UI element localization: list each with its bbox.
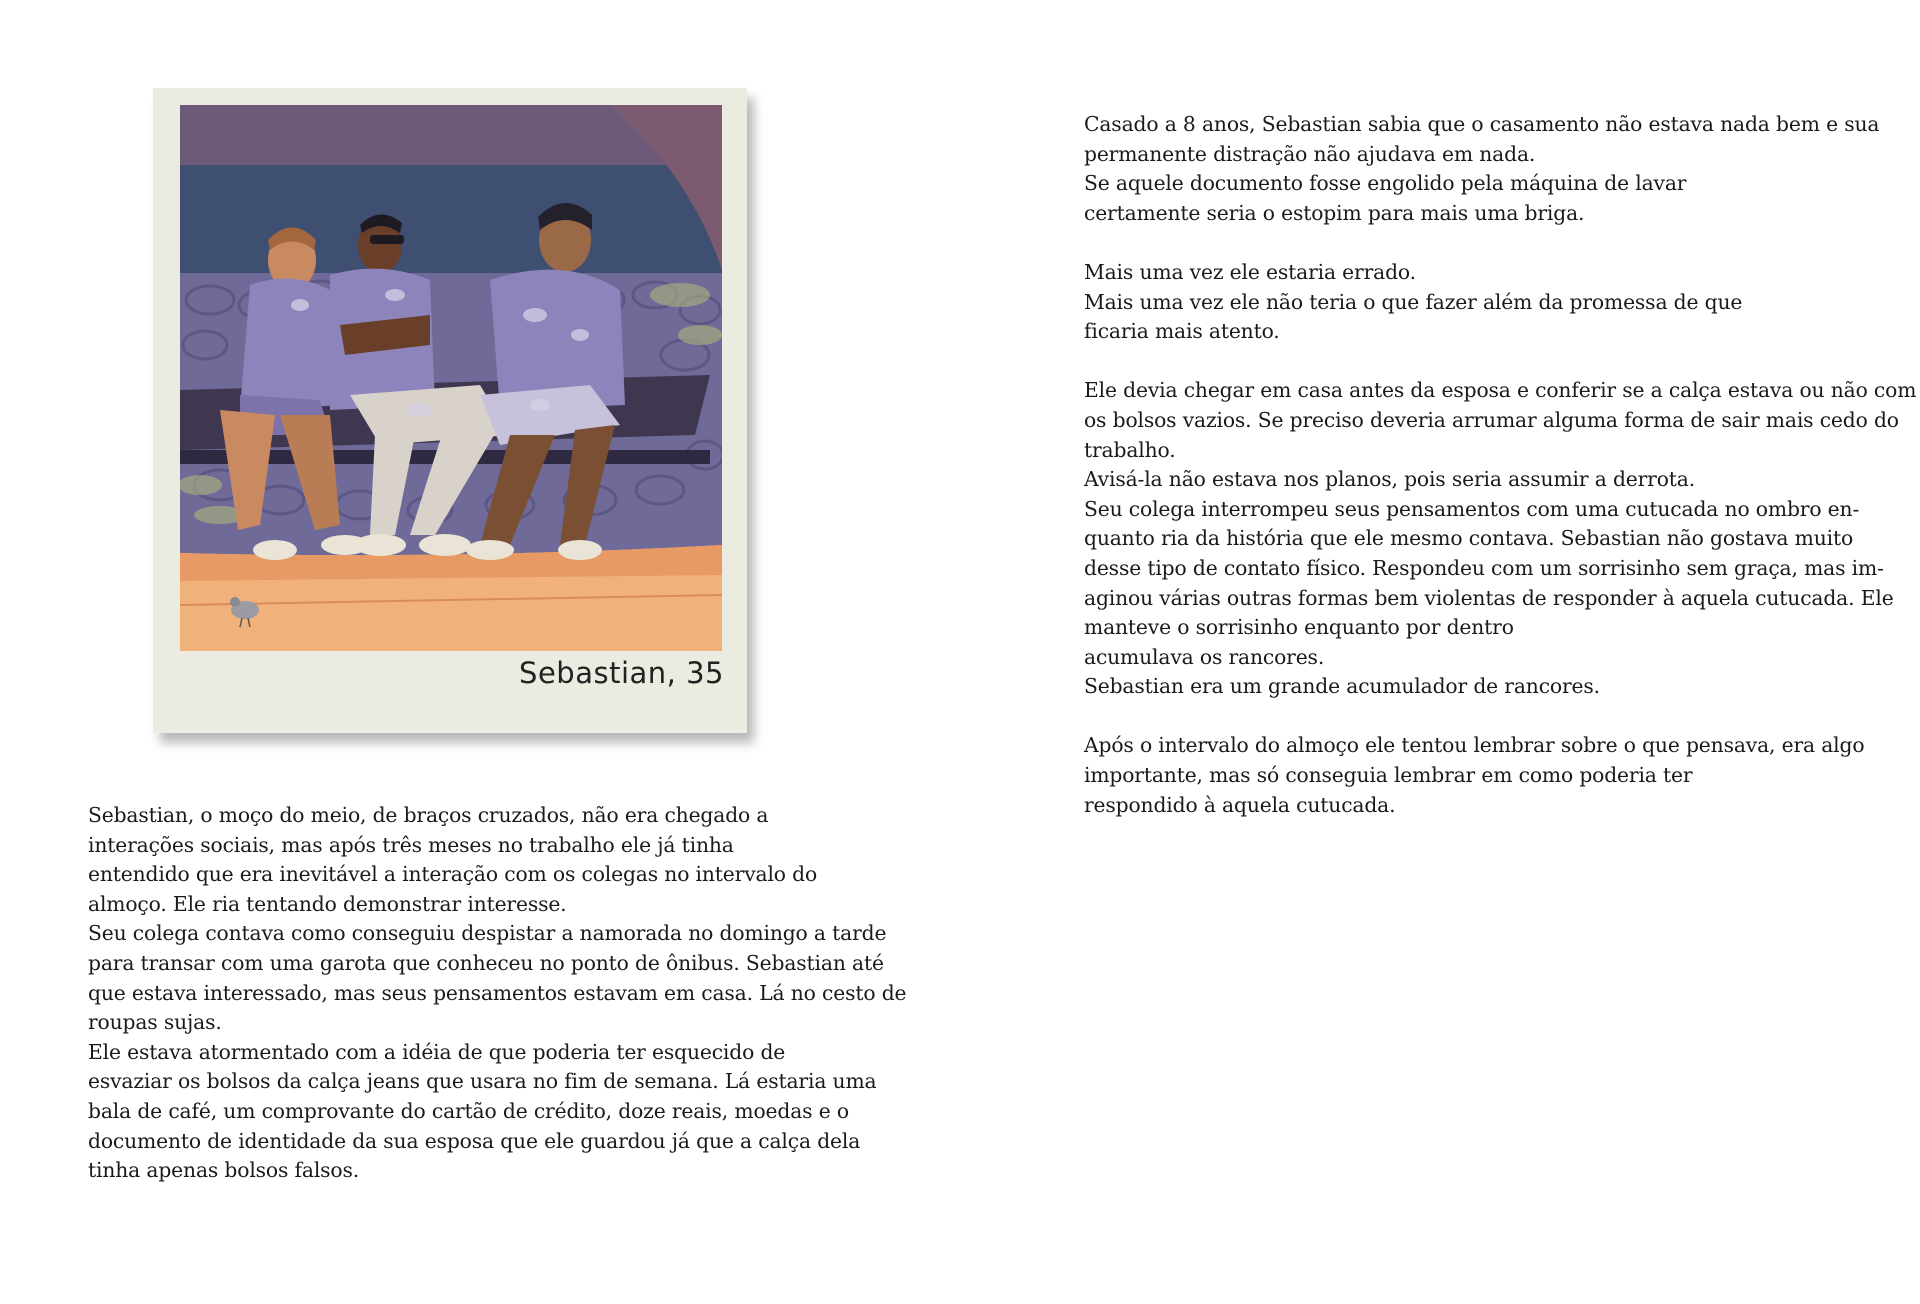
paragraph (1084, 258, 1916, 347)
text-line: entendido que era inevitável a interação com os colegas no intervalo do (88, 862, 818, 887)
text-line: Avisá-la não estava nos planos, pois seria assumir a derrota. (1084, 467, 1696, 492)
text-line: importante, mas só conseguia lembrar em como poderia ter (1084, 763, 1693, 788)
text-line: os bolsos vazios. Se preciso deveria arrumar alguma forma de sair mais cedo do (1084, 407, 1899, 432)
text-line: Mais uma vez ele não teria o que fazer além da promessa de que (1084, 289, 1743, 314)
paragraph (1084, 376, 1916, 702)
photo-caption: Sebastian, 35 (519, 656, 724, 690)
illustration (180, 105, 722, 651)
paragraph-gap (1084, 347, 1916, 377)
text-line: manteve o sorrisinho enquanto por dentro (1084, 615, 1514, 640)
text-line: tinha apenas bolsos falsos. (88, 1158, 360, 1183)
paragraph (1084, 731, 1916, 820)
text-line: acumulava os rancores. (1084, 644, 1325, 669)
text-line: certamente seria o estopim para mais uma briga. (1084, 200, 1585, 225)
text-line: quanto ria da história que ele mesmo contava. Sebastian não gostava muito (1084, 526, 1854, 551)
text-line: roupas sujas. (88, 1010, 222, 1035)
text-line: permanente distração não ajudava em nada. (1084, 141, 1536, 166)
text-line: Se aquele documento fosse engolido pela máquina de lavar (1084, 171, 1687, 196)
three-coworkers-on-bench-illustration (180, 105, 722, 651)
right-column-text (1084, 110, 1916, 820)
polaroid-photo (153, 88, 747, 733)
text-line: Após o intervalo do almoço ele tentou lembrar sobre o que pensava, era algo (1084, 733, 1865, 758)
left-column-text (88, 801, 906, 1186)
text-line: documento de identidade da sua esposa que ele guardou já que a calça dela (88, 1128, 861, 1153)
text-line: bala de café, um comprovante do cartão de crédito, doze reais, moedas e o (88, 1098, 849, 1123)
text-line: Ele estava atormentado com a idéia de que poderia ter esquecido de (88, 1039, 786, 1064)
text-line: almoço. Ele ria tentando demonstrar interesse. (88, 891, 567, 916)
text-line: esvaziar os bolsos da calça jeans que usara no fim de semana. Lá estaria uma (88, 1069, 877, 1094)
text-line: para transar com uma garota que conheceu no ponto de ônibus. Sebastian até (88, 950, 884, 975)
text-line: trabalho. (1084, 437, 1176, 462)
paragraph-gap (1084, 702, 1916, 732)
paragraph (1084, 110, 1916, 228)
text-line: interações sociais, mas após três meses no trabalho ele já tinha (88, 832, 734, 857)
text-line: Sebastian era um grande acumulador de rancores. (1084, 674, 1600, 699)
text-line: Seu colega contava como conseguiu despistar a namorada no domingo a tarde (88, 921, 887, 946)
text-line: que estava interessado, mas seus pensamentos estavam em casa. Lá no cesto de (88, 980, 907, 1005)
text-line: Sebastian, o moço do meio, de braços cruzados, não era chegado a (88, 803, 769, 827)
text-line: Ele devia chegar em casa antes da esposa e conferir se a calça estava ou não com (1084, 378, 1917, 403)
text-line: ficaria mais atento. (1084, 319, 1280, 344)
text-line: Casado a 8 anos, Sebastian sabia que o casamento não estava nada bem e sua (1084, 112, 1880, 136)
text-line: Seu colega interrompeu seus pensamentos com uma cutucada no ombro en- (1084, 496, 1860, 521)
text-line: Mais uma vez ele estaria errado. (1084, 259, 1416, 284)
paragraph-gap (1084, 228, 1916, 258)
text-line: respondido à aquela cutucada. (1084, 792, 1396, 817)
text-line: desse tipo de contato físico. Respondeu com um sorrisinho sem graça, mas im- (1084, 555, 1884, 580)
text-line: aginou várias outras formas bem violentas de responder à aquela cutucada. Ele (1084, 585, 1894, 610)
